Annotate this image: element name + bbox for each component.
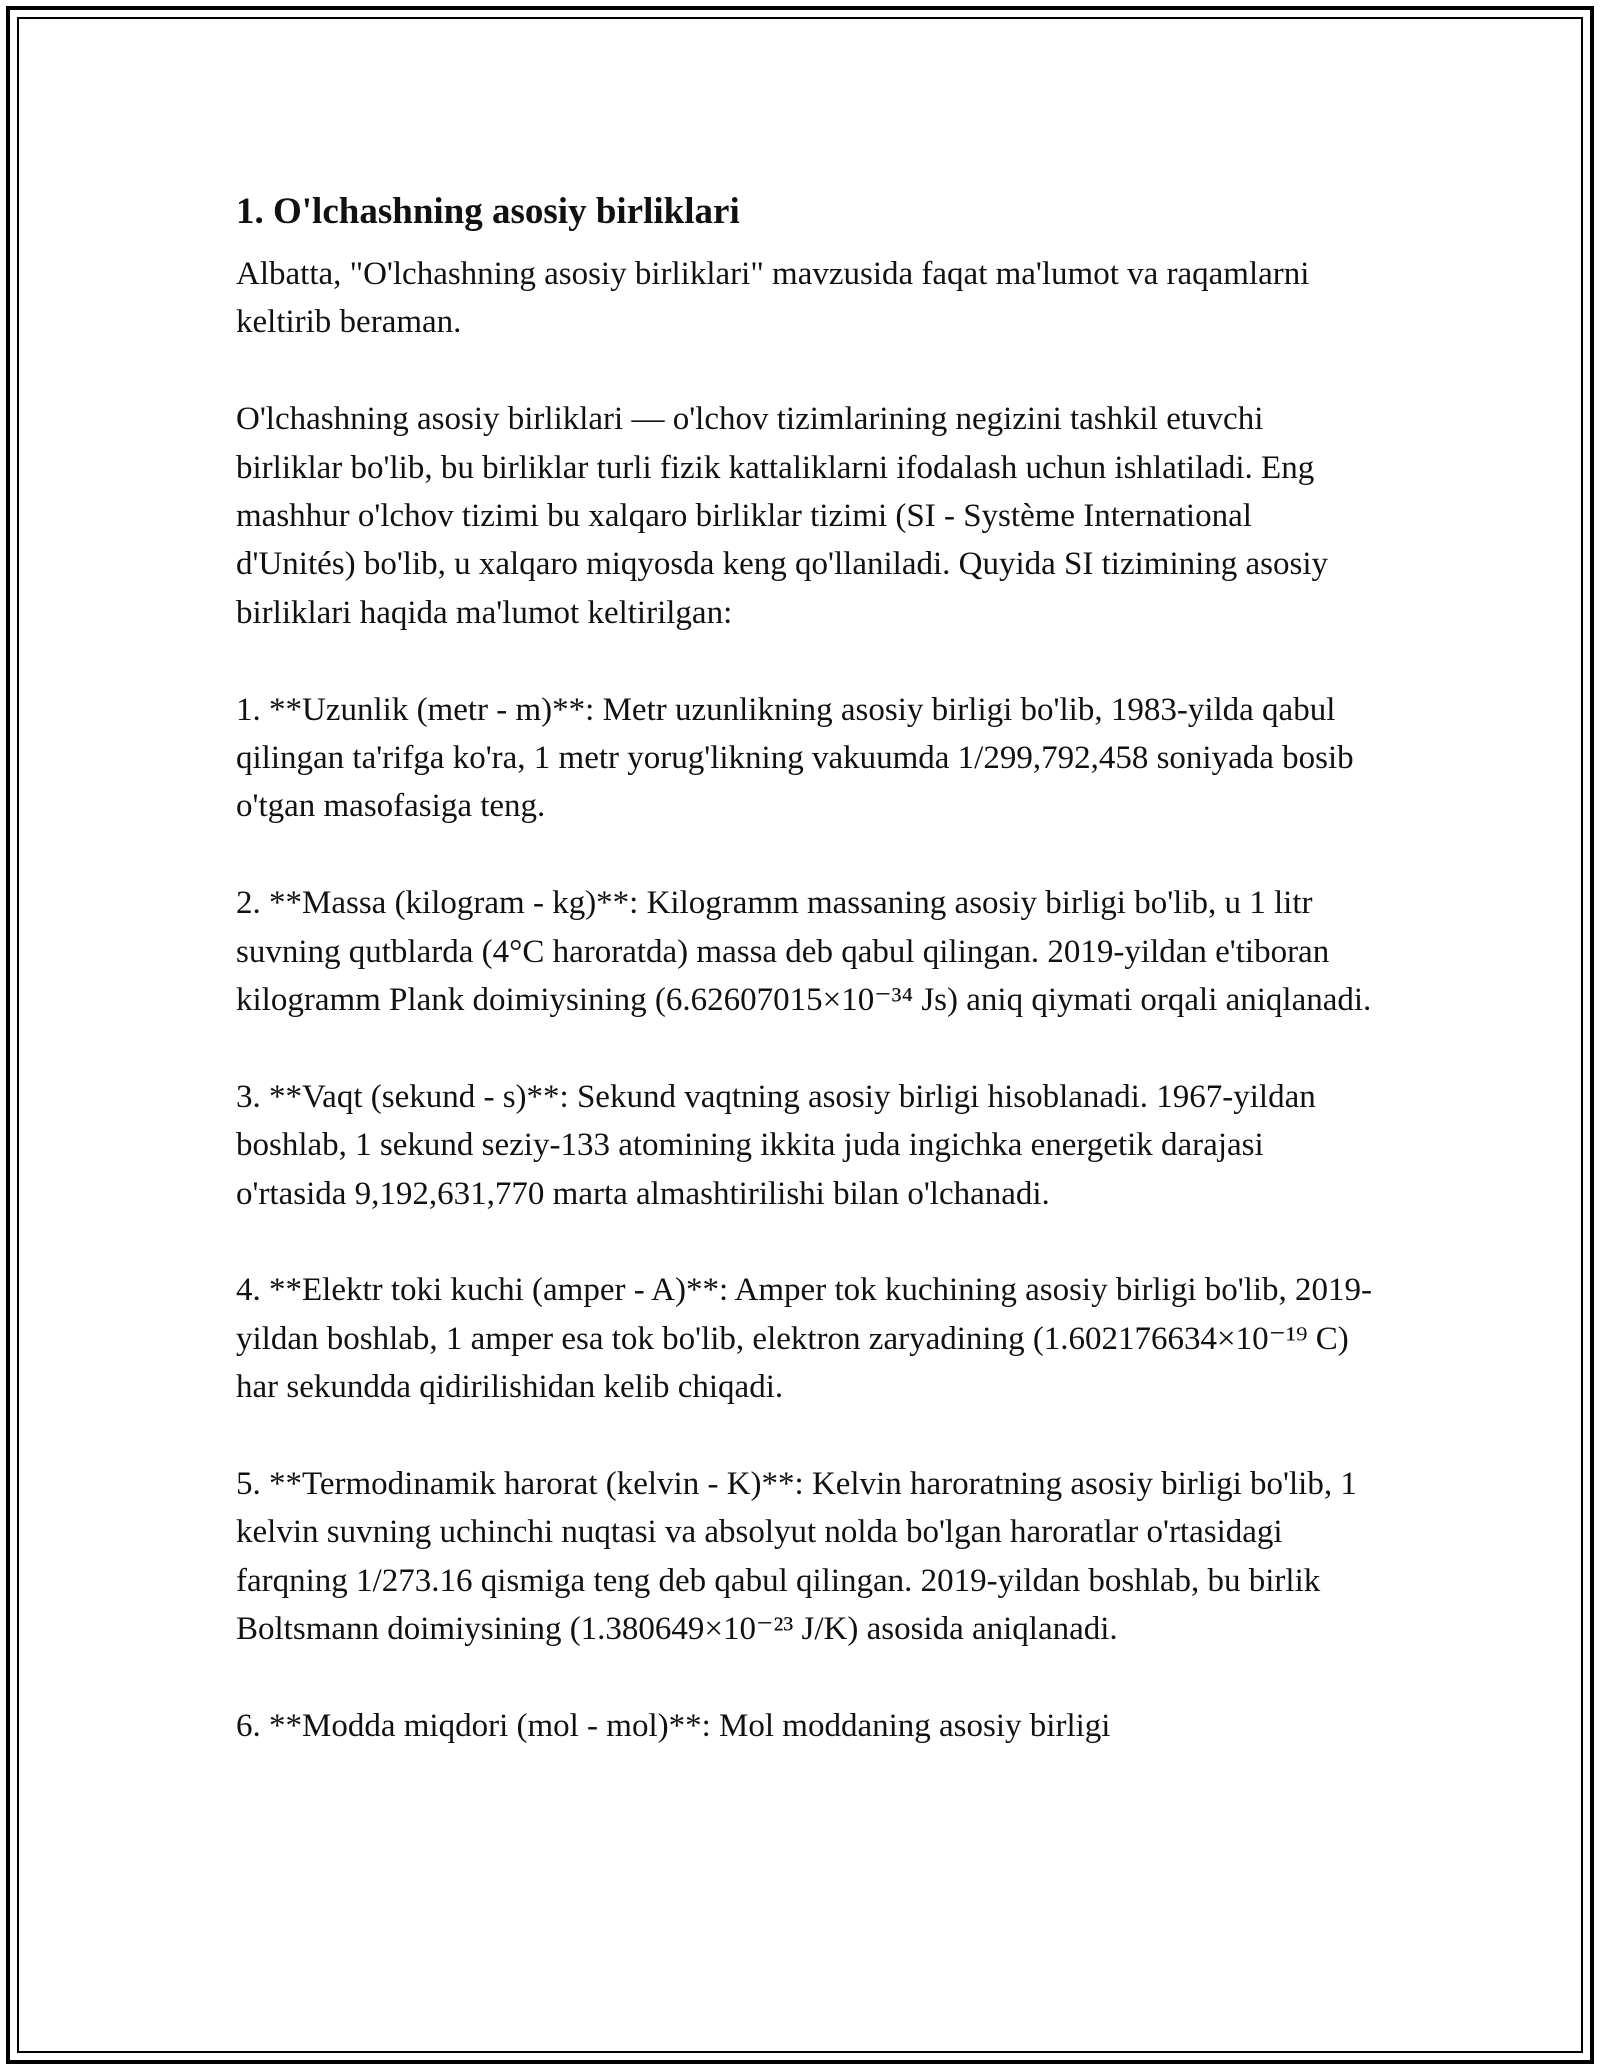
unit-paragraph-current: 4. **Elektr toki kuchi (amper - A)**: Amper tok kuchining asosiy birligi bo'lib, 2019-yildan boshlab, 1 amper esa tok bo'lib, elektron zaryadining (1.602176634×10⁻¹⁹ C) har sekundda qidirilishidan kelib chiqadi. — [236, 1272, 1373, 1406]
intro-paragraph: Albatta, "O'lchashning asosiy birliklari" mavzusida faqat ma'lumot va raqamlarni keltirib beraman. — [236, 256, 1310, 341]
overview-paragraph: O'lchashning asosiy birliklari — o'lchov tizimlarining negizini tashkil etuvchi birliklar bo'lib, bu birliklar turli fizik kattaliklarni ifodalash uchun ishlatiladi. Eng mashhur o'lchov tizimi bu xalqaro birliklar tizimi (SI - Système International d'Unités) bo'lib, u xalqaro miqyosda keng qo'llaniladi. Quyida SI tizimining asosiy birliklari haqida ma'lumot keltirilgan: — [236, 401, 1329, 631]
unit-paragraph-length: 1. **Uzunlik (metr - m)**: Metr uzunlikning asosiy birligi bo'lib, 1983-yilda qabul qilingan ta'rifga ko'ra, 1 metr yorug'likning vakuumda 1/299,792,458 soniyada bosib o'tgan masofasiga teng. — [236, 691, 1354, 825]
document-body — [236, 186, 1376, 1750]
unit-paragraph-mass: 2. **Massa (kilogram - kg)**: Kilogramm massaning asosiy birligi bo'lib, u 1 litr suvning qutblarda (4°C haroratda) massa deb qabul qilingan. 2019-yildan e'tiboran kilogramm Plank doimiysining (6.62607015×10⁻³⁴ Js) aniq qiymati orqali aniqlanadi. — [236, 885, 1372, 1019]
unit-paragraph-time: 3. **Vaqt (sekund - s)**: Sekund vaqtning asosiy birligi hisoblanadi. 1967-yildan boshlab, 1 sekund seziy-133 atomining ikkita juda ingichka energetik darajasi o'rtasida 9,192,631,770 marta almashtirilishi bilan o'lchanadi. — [236, 1078, 1316, 1212]
unit-paragraph-temperature: 5. **Termodinamik harorat (kelvin - K)**: Kelvin haroratning asosiy birligi bo'lib, 1 kelvin suvning uchinchi nuqtasi va absolyut nolda bo'lgan haroratlar o'rtasidagi farqning 1/273.16 qismiga teng deb qabul qilingan. 2019-yildan boshlab, bu birlik Boltsmann doimiysining (1.380649×10⁻²³ J/K) asosida aniqlanadi. — [236, 1466, 1357, 1648]
unit-paragraph-amount: 6. **Modda miqdori (mol - mol)**: Mol moddaning asosiy birligi — [236, 1708, 1111, 1745]
document-title: 1. O'lchashning asosiy birliklari — [236, 191, 740, 232]
